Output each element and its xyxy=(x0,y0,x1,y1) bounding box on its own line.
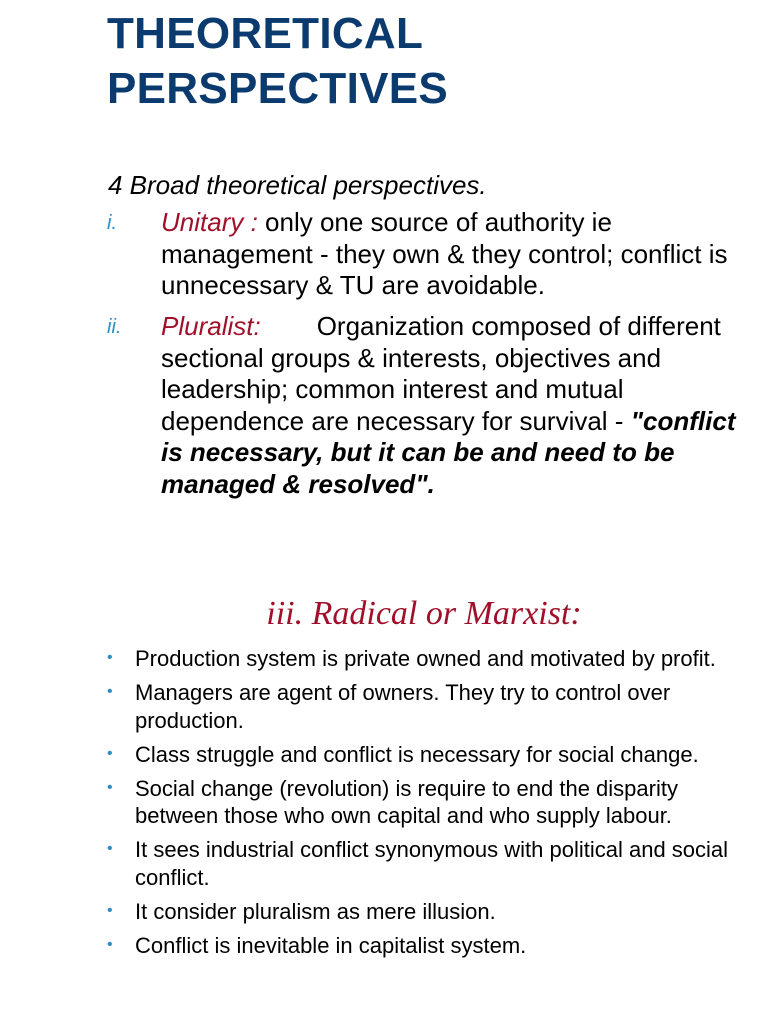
bullet-list xyxy=(107,645,747,966)
perspective-quote: "conflict is necessary, but it can be and need to be managed & resolved". xyxy=(161,405,736,499)
perspective-description: only one source of authority ie management - they own & they control; conflict is unnecessary & TU are avoidable. xyxy=(161,207,728,300)
bullet-icon: • xyxy=(107,744,113,762)
bullet-icon: • xyxy=(107,935,113,953)
page-title xyxy=(107,6,747,116)
bullet-icon: • xyxy=(107,778,113,796)
list-item: • Class struggle and conflict is necessary for social change. xyxy=(107,741,699,767)
section-subheading: iii. Radical or Marxist: xyxy=(266,595,582,632)
intro-text: 4 Broad theoretical perspectives. xyxy=(108,170,487,200)
bullet-icon: • xyxy=(107,901,113,919)
bullet-icon: • xyxy=(107,840,113,857)
list-marker: ii. xyxy=(107,316,122,338)
perspective-body xyxy=(161,311,761,500)
perspective-term: Unitary : xyxy=(161,207,258,237)
perspective-description: Organization composed of different sectional groups & interests, objectives and leadership; common interest and mutual dependence are necessary for survival - xyxy=(161,311,721,436)
list-item: • Conflict is inevitable in capitalist system. xyxy=(107,932,527,958)
list-item: • Managers are agent of owners. They try to control over production. xyxy=(107,680,671,733)
list-marker: i. xyxy=(107,212,117,234)
page-title-line-1: THEORETICAL xyxy=(107,9,424,58)
list-item: • It sees industrial conflict synonymous with political and social conflict. xyxy=(107,837,729,890)
perspective-body xyxy=(161,207,761,302)
bullet-icon: • xyxy=(107,649,113,666)
bullet-icon: • xyxy=(107,683,113,700)
page-title-line-2: PERSPECTIVES xyxy=(107,64,449,113)
list-item: • It consider pluralism as mere illusion. xyxy=(107,898,496,924)
list-item: • Social change (revolution) is require to end the disparity between those who own capital and who supply labour. xyxy=(107,775,678,828)
perspective-term: Pluralist: xyxy=(161,311,261,341)
list-item: • Production system is private owned and motivated by profit. xyxy=(107,646,716,671)
